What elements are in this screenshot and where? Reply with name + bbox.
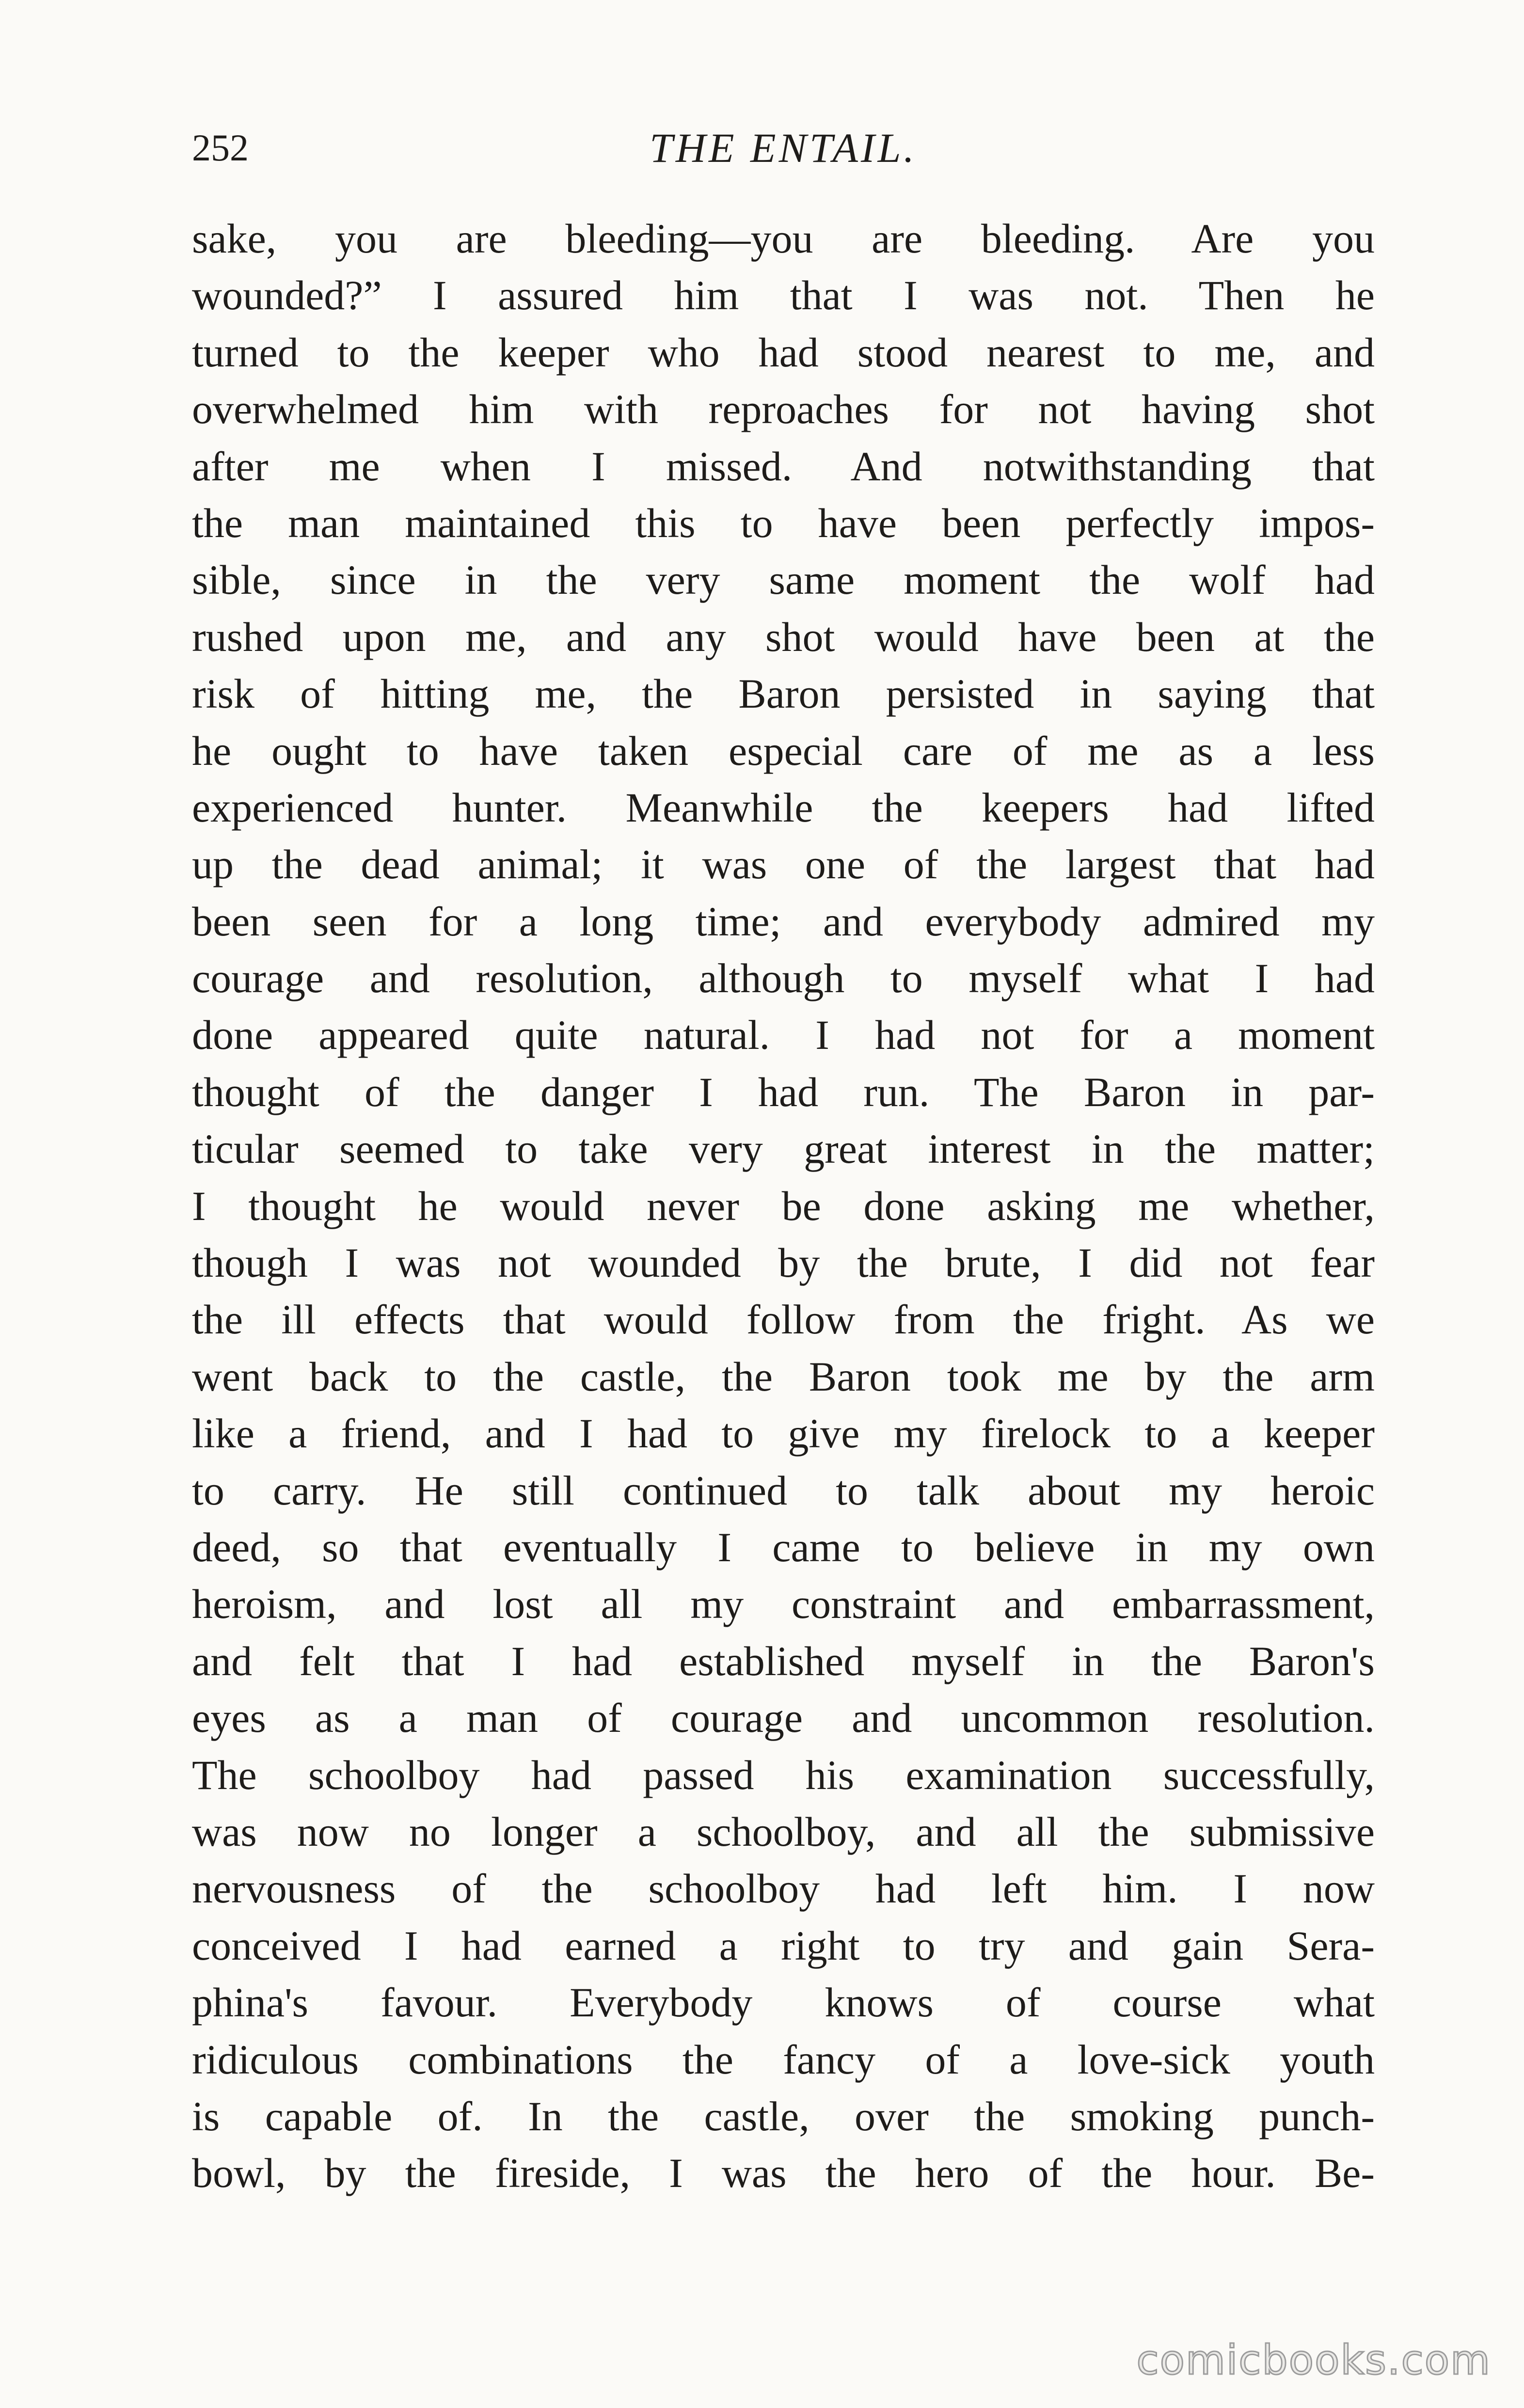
text-line: I thought he would never be done asking me whether,: [192, 1182, 1375, 1229]
text-line: eyes as a man of courage and uncommon resolution.: [192, 1695, 1375, 1742]
running-head: [192, 121, 1375, 174]
text-line: to carry. He still continued to talk about my heroic: [192, 1467, 1375, 1514]
text-line: deed, so that eventually I came to believe in my own: [192, 1523, 1375, 1570]
text-line: he ought to have taken especial care of me as a less: [192, 727, 1375, 774]
text-line: and felt that I had established myself in the Baron's: [192, 1637, 1375, 1684]
text-line: the ill effects that would follow from the fright. As we: [192, 1296, 1375, 1343]
running-title: THE ENTAIL.: [650, 125, 917, 171]
text-line: up the dead animal; it was one of the largest that had: [192, 841, 1375, 888]
text-line: thought of the danger I had run. The Baron in par-: [192, 1068, 1375, 1115]
text-line: experienced hunter. Meanwhile the keepers had lifted: [192, 784, 1375, 831]
text-line: nervousness of the schoolboy had left him. I now: [192, 1865, 1375, 1912]
text-line: bowl, by the fireside, I was the hero of the hour. Be-: [192, 2150, 1375, 2197]
text-line: courage and resolution, although to myself what I had: [192, 955, 1375, 1002]
text-line: rushed upon me, and any shot would have been at the: [192, 613, 1375, 660]
text-line: heroism, and lost all my constraint and embarrassment,: [192, 1581, 1375, 1628]
text-line: been seen for a long time; and everybody admired my: [192, 898, 1375, 945]
text-line: turned to the keeper who had stood nearest to me, and: [192, 329, 1375, 376]
text-line: the man maintained this to have been perfectly impos-: [192, 499, 1375, 546]
text-line: went back to the castle, the Baron took me by the arm: [192, 1353, 1375, 1400]
text-line: after me when I missed. And notwithstanding that: [192, 443, 1375, 490]
text-line: was now no longer a schoolboy, and all the submissive: [192, 1808, 1375, 1855]
text-line: sake, you are bleeding—you are bleeding. Are you: [192, 215, 1375, 262]
text-line: conceived I had earned a right to try and gain Sera-: [192, 1922, 1375, 1969]
text-line: like a friend, and I had to give my firelock to a keeper: [192, 1410, 1375, 1457]
text-line: phina's favour. Everybody knows of course what: [192, 1979, 1375, 2026]
text-line: ridiculous combinations the fancy of a love-sick youth: [192, 2036, 1375, 2083]
body-text: [192, 210, 1375, 2202]
text-line: though I was not wounded by the brute, I did not fear: [192, 1239, 1375, 1286]
text-line: overwhelmed him with reproaches for not having shot: [192, 386, 1375, 433]
text-line: wounded?” I assured him that I was not. Then he: [192, 272, 1375, 319]
text-line: risk of hitting me, the Baron persisted in saying that: [192, 670, 1375, 717]
text-line: ticular seemed to take very great interest in the matter;: [192, 1125, 1375, 1172]
text-line: sible, since in the very same moment the wolf had: [192, 556, 1375, 603]
watermark: comicbooks.com: [1136, 2336, 1491, 2384]
text-line: done appeared quite natural. I had not for a moment: [192, 1012, 1375, 1059]
text-line: is capable of. In the castle, over the smoking punch-: [192, 2092, 1375, 2139]
page-number: 252: [192, 127, 249, 169]
text-line: The schoolboy had passed his examination successfully,: [192, 1751, 1375, 1798]
